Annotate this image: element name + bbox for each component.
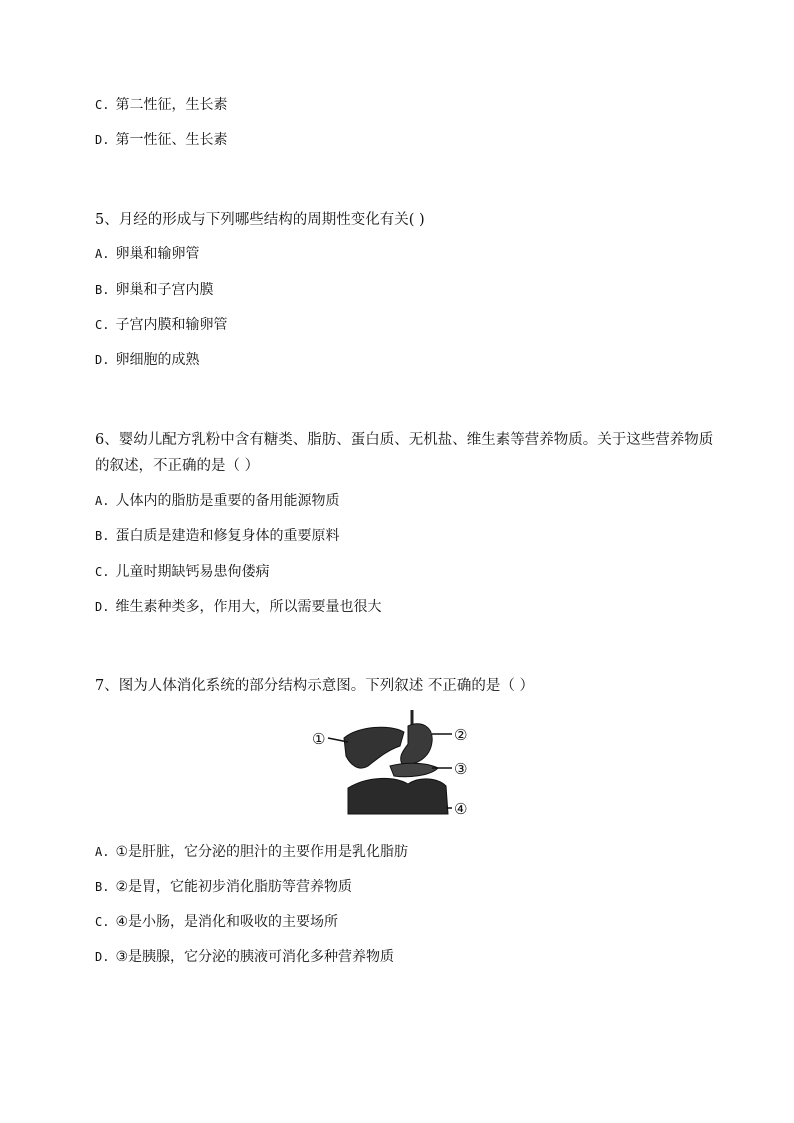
option-text: 子宫内膜和输卵管 [115, 317, 228, 333]
option-letter: B. [95, 880, 110, 894]
option-letter: D. [95, 133, 110, 147]
q6-option-a [95, 491, 339, 511]
q5-option-d [95, 350, 199, 370]
option-letter: A. [95, 247, 110, 261]
option-letter: D. [95, 950, 110, 964]
option-letter: B. [95, 529, 110, 543]
option-text: 卵巢和子宫内膜 [115, 282, 214, 298]
q5-option-b [95, 280, 213, 300]
option-letter: D. [95, 353, 110, 367]
option-letter: D. [95, 600, 110, 614]
q5-option-c [95, 315, 227, 335]
q6-stem-line1: 6、婴幼儿配方乳粉中含有糖类、脂肪、蛋白质、无机盐、维生素等营养物质。关于这些营养物质 [95, 432, 714, 448]
q7-option-b [95, 877, 352, 897]
figure-label-1: ① [312, 730, 326, 748]
q7-option-a [95, 842, 408, 862]
q7-option-d [95, 947, 394, 967]
digestive-system-figure [308, 706, 478, 818]
option-text: 蛋白质是建造和修复身体的重要原料 [115, 528, 340, 544]
stomach-shape [401, 724, 433, 765]
option-letter: C. [95, 565, 110, 579]
option-letter: C. [95, 318, 110, 332]
figure-label-3: ③ [454, 760, 468, 778]
pancreas-shape [390, 763, 438, 777]
option-text: 第二性征，生长素 [115, 97, 228, 113]
small-intestine-shape [348, 778, 448, 814]
option-text: 第一性征、生长素 [115, 132, 228, 148]
option-letter: A. [95, 494, 110, 508]
q7-stem: 7、图为人体消化系统的部分结构示意图。下列叙述 不正确的是（ ） [95, 678, 534, 694]
q5-option-a [95, 244, 199, 264]
figure-label-2: ② [454, 726, 468, 744]
figure-label-4: ④ [454, 800, 468, 818]
option-text: 卵细胞的成熟 [115, 352, 200, 368]
option-text: 卵巢和输卵管 [115, 246, 200, 262]
option-text: ③是胰腺，它分泌的胰液可消化多种营养物质 [115, 949, 395, 965]
q6-option-c [95, 562, 269, 582]
q5-stem: 5、月经的形成与下列哪些结构的周期性变化有关( ) [95, 212, 425, 228]
option-text: ②是胃，它能初步消化脂肪等营养物质 [115, 879, 353, 895]
option-text: ①是肝脏，它分泌的胆汁的主要作用是乳化脂肪 [115, 844, 409, 860]
option-letter: A. [95, 845, 110, 859]
q6-stem-line2: 的叙述，不正确的是（ ） [95, 458, 260, 474]
option-c-prev [95, 95, 227, 115]
option-text: 儿童时期缺钙易患佝偻病 [115, 564, 270, 580]
option-text: ④是小肠，是消化和吸收的主要场所 [115, 914, 339, 930]
option-letter: C. [95, 915, 110, 929]
option-letter: C. [95, 98, 110, 112]
option-text: 人体内的脂肪是重要的备用能源物质 [115, 493, 340, 509]
q6-option-d [95, 597, 381, 617]
option-text: 维生素种类多，作用大，所以需要量也很大 [115, 599, 382, 615]
option-letter: B. [95, 283, 110, 297]
option-d-prev [95, 130, 227, 150]
liver-shape [344, 727, 404, 768]
q7-option-c [95, 912, 338, 932]
q6-option-b [95, 526, 339, 546]
